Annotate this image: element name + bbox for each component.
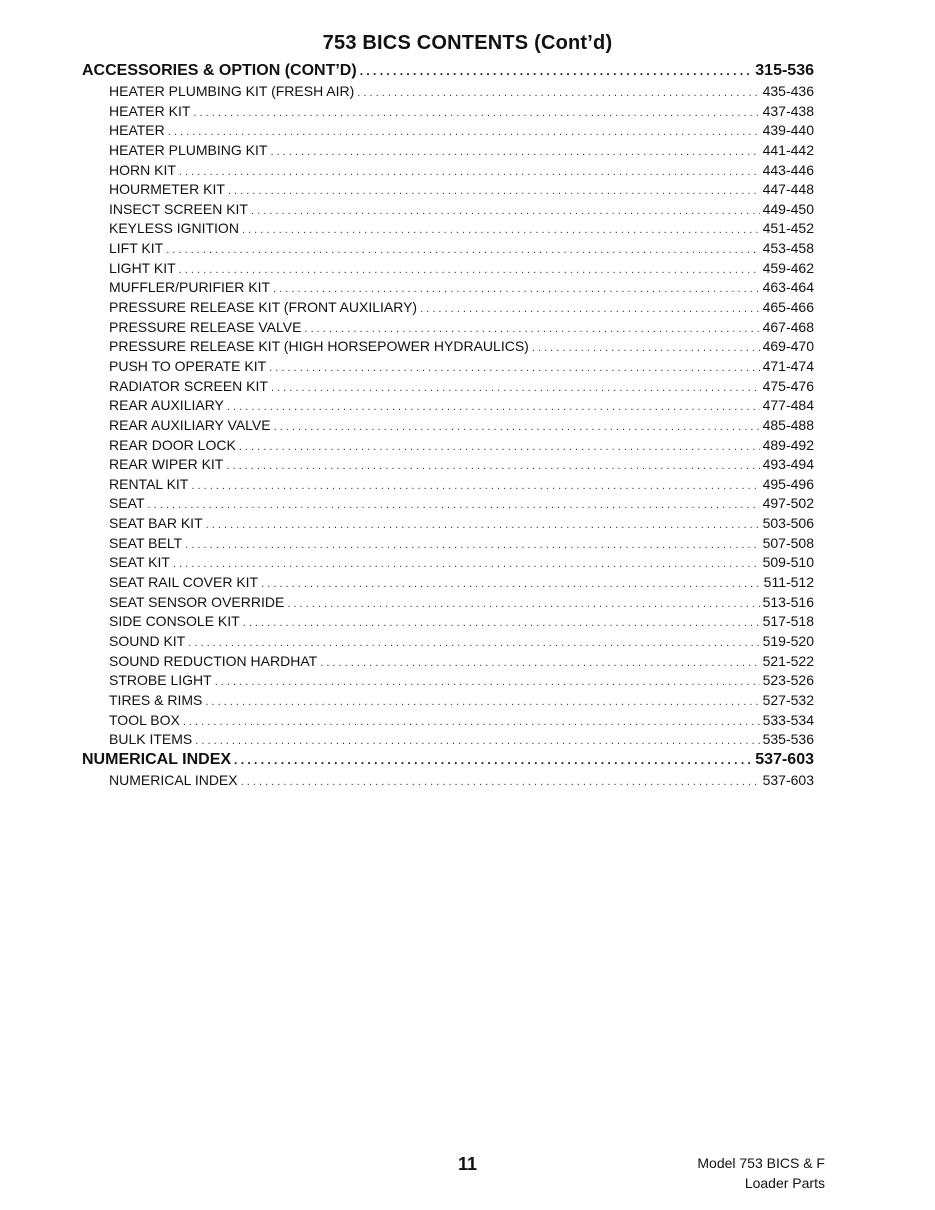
toc-entry-label: HEATER PLUMBING KIT (FRESH AIR) — [109, 83, 355, 99]
toc-entry-page-range: 467-468 — [762, 318, 814, 335]
toc-entry-page-range: 497-502 — [762, 495, 814, 512]
toc-entry-label: HORN KIT — [109, 161, 176, 178]
toc-entry-label: HEATER KIT — [109, 102, 191, 119]
toc-entry-label: PRESSURE RELEASE VALVE — [109, 318, 302, 335]
toc-entry-label: STROBE LIGHT — [109, 672, 212, 689]
toc-entry[interactable] — [82, 201, 814, 221]
footer-model-info — [697, 1153, 825, 1193]
toc-entry[interactable] — [82, 692, 814, 712]
toc-entry-page-range: 437-438 — [762, 102, 814, 119]
toc-entry-page-range: 477-484 — [762, 397, 814, 414]
dot-leader — [179, 264, 760, 276]
toc-entry[interactable] — [82, 456, 814, 476]
toc-entry[interactable] — [82, 338, 814, 358]
toc-entry[interactable] — [82, 476, 814, 496]
toc-entry[interactable] — [82, 594, 814, 614]
toc-entry-page-range: 521-522 — [762, 652, 814, 669]
footer-product-line: Loader Parts — [744, 1175, 825, 1191]
dot-leader — [148, 499, 760, 511]
page-number: 11 — [457, 1154, 478, 1174]
toc-entry[interactable] — [82, 240, 814, 260]
toc-entry[interactable] — [82, 142, 814, 162]
dot-leader — [420, 303, 760, 315]
toc-entry-page-range: 441-442 — [762, 141, 814, 158]
toc-entry-label: SEAT RAIL COVER KIT — [109, 574, 259, 591]
toc-entry[interactable] — [82, 613, 814, 633]
dot-leader — [320, 657, 759, 669]
dot-leader — [234, 753, 752, 767]
toc-entry-label: SIDE CONSOLE KIT — [109, 613, 240, 630]
section-title: NUMERICAL INDEX — [82, 750, 232, 768]
dot-leader — [195, 735, 759, 747]
toc-section-heading[interactable] — [82, 62, 814, 83]
toc-entry-page-range: 535-536 — [762, 731, 814, 748]
toc-entry[interactable] — [82, 122, 814, 142]
footer-model-line: Model 753 BICS & F — [697, 1155, 825, 1171]
dot-leader — [193, 107, 759, 119]
toc-entry[interactable] — [82, 299, 814, 319]
toc-entry[interactable] — [82, 181, 814, 201]
toc-entry[interactable] — [82, 417, 814, 437]
toc-entry-label: REAR DOOR LOCK — [109, 436, 236, 453]
toc-entry-label: SEAT — [109, 495, 145, 512]
toc-entry-label: RENTAL KIT — [109, 475, 189, 492]
toc-entry[interactable] — [82, 515, 814, 535]
toc-entry-label: RADIATOR SCREEN KIT — [109, 377, 268, 394]
dot-leader — [168, 126, 760, 138]
toc-entry-page-range: 503-506 — [762, 515, 814, 532]
toc-entry-page-range: 511-512 — [763, 574, 814, 591]
toc-entry[interactable] — [82, 653, 814, 673]
toc-entry-page-range: 447-448 — [762, 181, 814, 198]
dot-leader — [304, 323, 759, 335]
toc-entry-label: SEAT KIT — [109, 554, 170, 571]
toc-entry-page-range: 439-440 — [762, 122, 814, 139]
toc-entry-page-range: 469-470 — [762, 338, 814, 355]
toc-entry-label: BULK ITEMS — [109, 731, 193, 748]
toc-entry-label: PUSH TO OPERATE KIT — [109, 357, 267, 374]
dot-leader — [273, 283, 760, 295]
toc-entry-page-range: 435-436 — [762, 83, 814, 99]
toc-entry[interactable] — [82, 437, 814, 457]
dot-leader — [241, 776, 760, 788]
toc-entry-page-range: 527-532 — [762, 691, 814, 708]
dot-leader — [270, 146, 759, 158]
section-page-range: 315-536 — [755, 62, 814, 79]
toc-entry[interactable] — [82, 83, 814, 103]
toc-entry-label: HEATER PLUMBING KIT — [109, 141, 268, 158]
dot-leader — [269, 362, 759, 374]
toc-entry[interactable] — [82, 162, 814, 182]
table-of-contents — [82, 62, 814, 791]
toc-entry-page-range: 489-492 — [762, 436, 814, 453]
toc-entry-label: HEATER — [109, 122, 165, 139]
toc-entry[interactable] — [82, 495, 814, 515]
dot-leader — [205, 696, 759, 708]
section-page-range: 537-603 — [755, 750, 814, 768]
toc-entry-label: LIGHT KIT — [109, 259, 176, 276]
toc-entry-page-range: 485-488 — [762, 416, 814, 433]
toc-entry-label: REAR WIPER KIT — [109, 456, 224, 473]
dot-leader — [215, 676, 760, 688]
dot-leader — [239, 441, 760, 453]
toc-entry-page-range: 453-458 — [762, 240, 814, 257]
dot-leader — [261, 578, 761, 590]
dot-leader — [242, 224, 760, 236]
toc-entry-label: LIFT KIT — [109, 240, 164, 257]
toc-entry-label: SEAT BELT — [109, 534, 183, 551]
toc-entry-page-range: 493-494 — [762, 456, 814, 473]
toc-entry-label: REAR AUXILIARY — [109, 397, 224, 414]
toc-entry-label: KEYLESS IGNITION — [109, 220, 239, 237]
dot-leader — [226, 460, 759, 472]
toc-entry[interactable] — [82, 260, 814, 280]
dot-leader — [271, 382, 760, 394]
dot-leader — [191, 480, 759, 492]
toc-entry[interactable] — [82, 279, 814, 299]
toc-entry-label: SOUND KIT — [109, 632, 186, 649]
toc-entry[interactable] — [82, 358, 814, 378]
toc-entry[interactable] — [82, 220, 814, 240]
toc-entry[interactable] — [82, 535, 814, 555]
toc-entry-label: SEAT BAR KIT — [109, 515, 203, 532]
toc-entry-label: PRESSURE RELEASE KIT (HIGH HORSEPOWER HYDRAULICS) — [109, 338, 529, 355]
toc-entry-page-range: 513-516 — [762, 593, 814, 610]
dot-leader — [243, 617, 760, 629]
toc-entry[interactable] — [82, 731, 814, 751]
toc-entry[interactable] — [82, 633, 814, 653]
dot-leader — [532, 342, 760, 354]
toc-entry-page-range: 451-452 — [762, 220, 814, 237]
dot-leader — [274, 421, 760, 433]
toc-entry[interactable] — [82, 397, 814, 417]
toc-entry-label: MUFFLER/PURIFIER KIT — [109, 279, 271, 296]
dot-leader — [228, 185, 760, 197]
toc-entry-label: TOOL BOX — [109, 711, 180, 728]
dot-leader — [287, 598, 759, 610]
toc-entry-page-range: 507-508 — [762, 534, 814, 551]
toc-entry-page-range: 519-520 — [762, 632, 814, 649]
toc-entry[interactable] — [82, 319, 814, 339]
toc-entry-page-range: 475-476 — [762, 377, 814, 394]
toc-entry-page-range: 459-462 — [762, 259, 814, 276]
toc-entry-page-range: 495-496 — [762, 475, 814, 492]
toc-entry-label: INSECT SCREEN KIT — [109, 200, 248, 217]
page-title: 753 BICS CONTENTS (Cont’d) — [322, 32, 613, 54]
toc-entry-page-range: 517-518 — [762, 613, 814, 630]
toc-entry-page-range: 537-603 — [762, 771, 814, 788]
dot-leader — [166, 244, 759, 256]
dot-leader — [227, 401, 760, 413]
dot-leader — [183, 716, 760, 728]
toc-entry-label: SOUND REDUCTION HARDHAT — [109, 652, 318, 669]
dot-leader — [185, 539, 759, 551]
dot-leader — [206, 519, 760, 531]
toc-section-heading[interactable] — [82, 751, 814, 772]
dot-leader — [357, 87, 759, 99]
section-title: ACCESSORIES & OPTION (CONT’D) — [82, 62, 357, 79]
toc-entry[interactable] — [82, 554, 814, 574]
dot-leader — [173, 558, 760, 570]
toc-entry-label: SEAT SENSOR OVERRIDE — [109, 593, 285, 610]
toc-entry-page-range: 449-450 — [762, 200, 814, 217]
dot-leader — [360, 64, 753, 78]
toc-entry-label: TIRES & RIMS — [109, 691, 203, 708]
toc-entry-page-range: 463-464 — [762, 279, 814, 296]
toc-entry-page-range: 509-510 — [762, 554, 814, 571]
toc-entry[interactable] — [82, 574, 814, 594]
dot-leader — [188, 637, 759, 649]
dot-leader — [179, 166, 760, 178]
toc-entry-page-range: 471-474 — [762, 357, 814, 374]
toc-entry-page-range: 443-446 — [762, 161, 814, 178]
toc-entry-page-range: 465-466 — [762, 299, 814, 316]
toc-entry-page-range: 523-526 — [762, 672, 814, 689]
toc-entry[interactable] — [82, 378, 814, 398]
toc-entry-label: PRESSURE RELEASE KIT (FRONT AUXILIARY) — [109, 299, 418, 316]
toc-entry[interactable] — [82, 712, 814, 732]
toc-entry-label: REAR AUXILIARY VALVE — [109, 416, 271, 433]
dot-leader — [251, 205, 760, 217]
toc-entry[interactable] — [82, 772, 814, 792]
toc-entry-label: HOURMETER KIT — [109, 181, 225, 198]
toc-entry[interactable] — [82, 672, 814, 692]
toc-entry[interactable] — [82, 103, 814, 123]
toc-entry-page-range: 533-534 — [762, 711, 814, 728]
toc-entry-label: NUMERICAL INDEX — [109, 771, 238, 788]
